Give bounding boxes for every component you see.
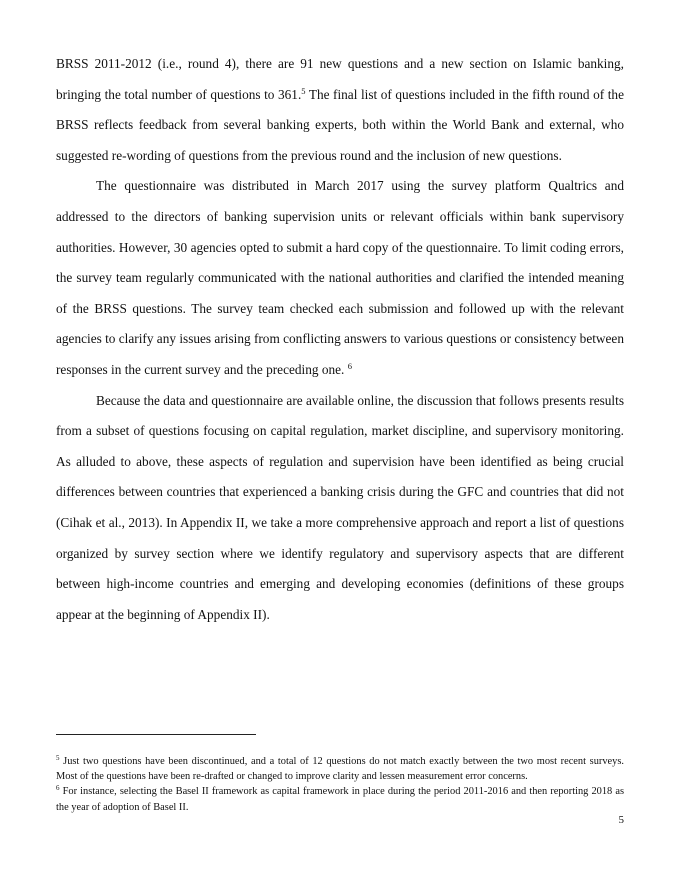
paragraph-2-text: The questionnaire was distributed in March 2017 using the survey platform Qualtrics and addressed to the directors of banking supervision units or relevant officials within bank supervisory authorities. However, 30 agencies opted to submit a hard copy of the questionnaire. To limit coding errors, the survey team regularly communicated with the national authorities and clarified the intended meaning of the BRSS questions. The survey team checked each submission and followed up with the relevant agencies to clarify any issues arising from conflicting answers to various questions or consistency between responses in the current survey and the preceding one. [56, 178, 624, 377]
paragraph-1 [56, 49, 624, 171]
footnote-text: Just two questions have been discontinued, and a total of 12 questions do not match exactly between the two most recent surveys. Most of the questions have been re-drafted or changed to improve clarity and lessen measurement error concerns. [56, 756, 624, 783]
footnote-number: 5 [56, 754, 60, 762]
footnote-text: For instance, selecting the Basel II framework as capital framework in place during the period 2011-2016 and then reporting 2018 as the year of adoption of Basel II. [56, 786, 624, 813]
paragraph-2 [56, 171, 624, 385]
page-number: 5 [618, 814, 624, 826]
paragraph-3 [56, 386, 624, 631]
paragraph-3-text: Because the data and questionnaire are available online, the discussion that follows presents results from a subset of questions focusing on capital regulation, market discipline, and supervisory monitoring. As alluded to above, these aspects of regulation and supervision have been identified as being crucial differences between countries that experienced a banking crisis during the GFC and countries that did not (Cihak et al., 2013). In Appendix II, we take a more comprehensive approach and report a list of questions organized by survey section where we identify regulatory and supervisory aspects that are different between high-income countries and emerging and developing economies (definitions of these groups appear at the beginning of Appendix II). [56, 392, 624, 622]
footnote-separator [56, 734, 256, 735]
body-text [56, 49, 624, 630]
footnote-5 [56, 754, 624, 784]
footnote-ref-5: 5 [301, 85, 306, 96]
paragraph-1-text-a: BRSS 2011-2012 (i.e., round 4), there are 91 new questions and a new section on Islamic banking, bringing the total number of questions to 361. [56, 56, 624, 102]
footnote-ref-6: 6 [347, 360, 352, 371]
footnotes [56, 754, 624, 815]
footnote-6 [56, 784, 624, 814]
paragraph-1-text-b: The final list of questions included in the fifth round of the BRSS reflects feedback from several banking experts, both within the World Bank and external, who suggested re-wording of questions from the previous round and the inclusion of new questions. [56, 86, 624, 163]
footnote-number: 6 [56, 784, 60, 793]
